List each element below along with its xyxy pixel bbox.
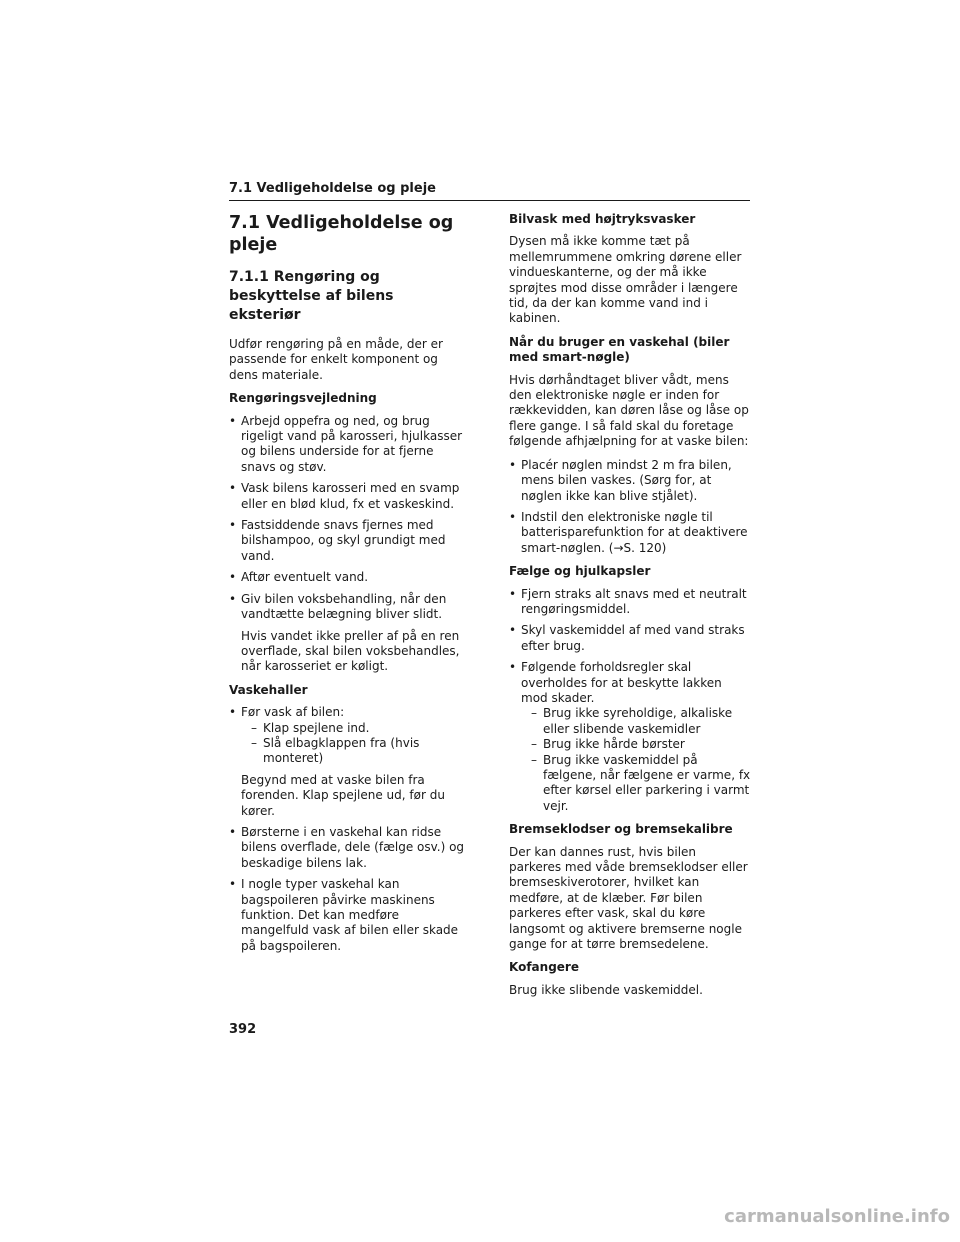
bumper-heading: Kofangere xyxy=(509,960,579,975)
sub-list-item: – Brug ikke vaskemiddel på fælgene, når fælgene er varme, fx efter kørsel eller parkering i varmt vejr. xyxy=(521,753,751,815)
chapter-title: 7.1 Vedligeholdelse og pleje xyxy=(229,213,454,255)
list-item: • Placér nøglen mindst 2 m fra bilen, mens bilen vaskes. (Sørg for, at nøglen ikke kan blive stjålet). xyxy=(509,458,751,504)
watermark-link[interactable]: carmanualsonline.info xyxy=(724,1206,950,1227)
list-item-text: Giv bilen voksbehandling, når den vandtætte belægning bliver slidt. xyxy=(241,591,447,622)
wash-list xyxy=(229,705,465,954)
list-item: • I nogle typer vaskehal kan bagspoileren påvirke maskinens funktion. Det kan medføre mangelfuld vask af bilen eller skade på bagspoileren. xyxy=(229,877,465,954)
list-item: • Børsterne i en vaskehal kan ridse bilens overflade, dele (fælge osv.) og beskadige bilens lak. xyxy=(229,825,465,871)
list-item-continuation: Begynd med at vaske bilen fra forenden. Klap spejlene ud, før du kører. xyxy=(241,772,445,818)
list-item-continuation: Hvis vandet ikke preller af på en ren overflade, skal bilen voksbehandles, når karosseriet er køligt. xyxy=(241,628,460,674)
sub-list xyxy=(241,721,465,767)
list-item: • Skyl vaskemiddel af med vand straks efter brug. xyxy=(509,623,751,654)
list-item xyxy=(229,705,465,819)
right-column xyxy=(509,212,751,1006)
list-item: • Arbejd oppefra og ned, og brug rigeligt vand på karosseri, hjulkasser og bilens underside for at fjerne snavs og støv. xyxy=(229,414,465,476)
smart-list xyxy=(509,458,751,556)
wheel-list xyxy=(509,587,751,815)
list-item xyxy=(229,592,465,675)
hp-heading: Bilvask med højtryksvasker xyxy=(509,212,696,226)
list-item: • Vask bilens karosseri med en svamp eller en blød klud, fx et vaskeskind. xyxy=(229,481,465,512)
list-item: • Aftør eventuelt vand. xyxy=(229,570,465,585)
list-item xyxy=(509,660,751,814)
sub-list-item: – Brug ikke syreholdige, alkaliske eller slibende vaskemidler xyxy=(521,706,751,737)
sub-list-item: – Brug ikke hårde børster xyxy=(521,737,751,752)
hp-paragraph: Dysen må ikke komme tæt på mellemrummene omkring dørene eller vindueskanterne, og der må ikke sprøjtes mod disse områder i længere tid, da der kan komme vand ind i kabinen. xyxy=(509,234,742,326)
wash-heading: Vaskehaller xyxy=(229,682,308,697)
sub-list-item: – Slå elbagklappen fra (hvis monteret) xyxy=(241,736,465,767)
bumper-paragraph: Brug ikke slibende vaskemiddel. xyxy=(509,982,703,997)
brake-paragraph: Der kan dannes rust, hvis bilen parkeres med våde bremseklodser eller bremseskiverotorer, hvilket kan medføre, at de klæber. Før bilen parkeres efter vask, skal du køre langsomt og aktivere bremserne nogle gange for at tørre bremsedelene. xyxy=(509,844,748,952)
list-item-text: Følgende forholdsregler skal overholdes for at beskytte lakken mod skader. xyxy=(521,660,722,705)
guide-heading: Rengøringsvejledning xyxy=(229,391,377,406)
list-item: • Indstil den elektroniske nøgle til batterisparefunktion for at deaktivere smart-nøglen. (→S. 120) xyxy=(509,510,751,556)
list-item: • Fastsiddende snavs fjernes med bilshampoo, og skyl grundigt med vand. xyxy=(229,518,465,564)
wheel-heading: Fælge og hjulkapsler xyxy=(509,564,651,579)
list-item-text: Før vask af bilen: xyxy=(241,705,345,720)
guide-list xyxy=(229,414,465,675)
smart-heading: Når du bruger en vaskehal (biler med smart-nøgle) xyxy=(509,334,730,365)
page-number: 392 xyxy=(229,1022,257,1037)
sub-list-item: – Klap spejlene ind. xyxy=(241,721,465,736)
list-item: • Fjern straks alt snavs med et neutralt rengøringsmiddel. xyxy=(509,587,751,618)
running-header: 7.1 Vedligeholdelse og pleje xyxy=(229,181,750,201)
intro-paragraph: Udfør rengøring på en måde, der er passende for enkelt komponent og dens materiale. xyxy=(229,337,443,382)
left-column xyxy=(229,212,465,962)
brake-heading: Bremseklodser og bremsekalibre xyxy=(509,822,733,837)
smart-paragraph: Hvis dørhåndtaget bliver vådt, mens den elektroniske nøgle er inden for rækkevidden, kan døren låse og låse op flere gange. I så fald skal du foretage følgende afhjælpning for at vaske bilen: xyxy=(509,372,749,449)
section-title: 7.1.1 Rengøring og beskyttelse af bilens eksteriør xyxy=(229,269,394,323)
sub-list xyxy=(521,706,751,814)
